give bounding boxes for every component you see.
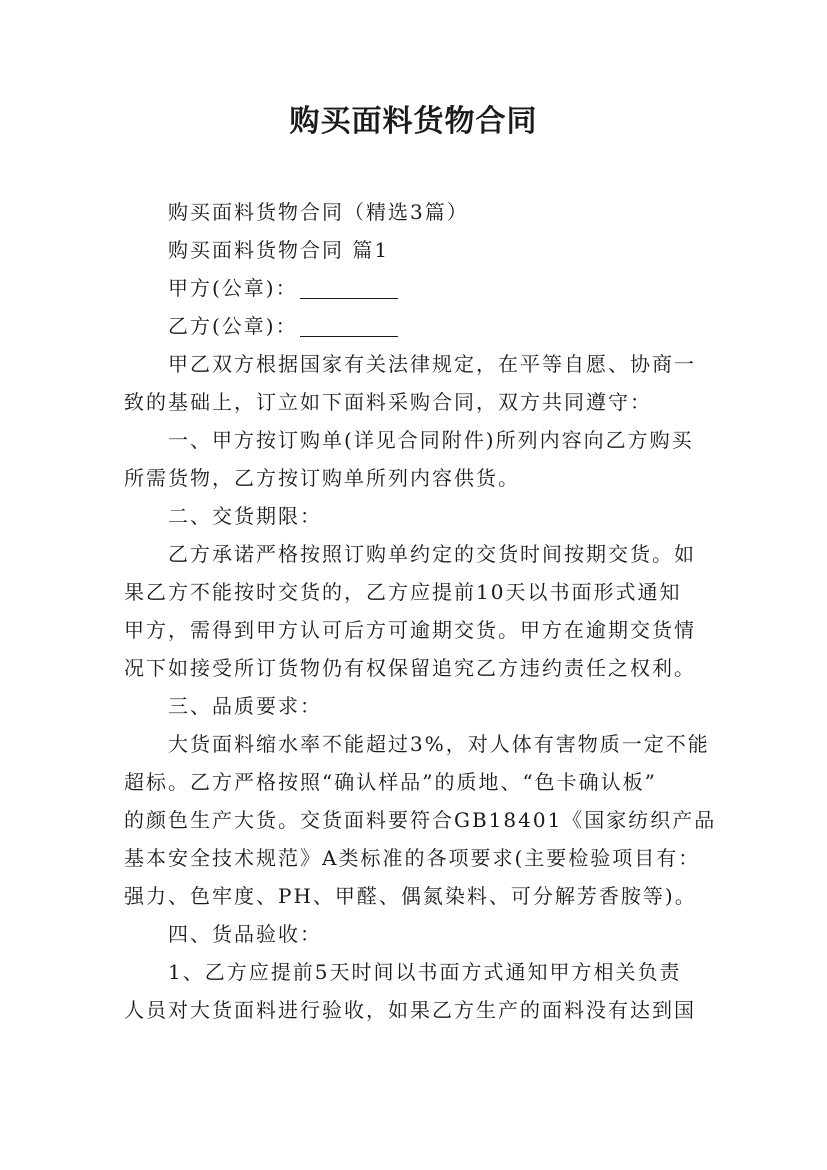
party-b-line — [124, 307, 709, 345]
paragraph-line: 基本安全技术规范》A类标准的各项要求(主要检验项目有： — [124, 846, 701, 870]
party-b-label: 乙方(公章)： — [168, 314, 298, 338]
section-heading-line: 购买面料货物合同 篇1 — [168, 238, 390, 262]
paragraph-line: 强力、色牢度、PH、甲醛、偶氮染料、可分解芳香胺等)。 — [124, 884, 697, 908]
paragraph-line: 超标。乙方严格按照“确认样品”的质地、“色卡确认板” — [124, 770, 657, 794]
party-a-signature-blank — [300, 274, 398, 299]
paragraph-line: 大货面料缩水率不能超过3%，对人体有害物质一定不能 — [168, 732, 710, 756]
clause-heading: 三、品质要求： — [168, 694, 322, 718]
paragraph-line: 甲乙双方根据国家有关法律规定，在平等自愿、协商一 — [168, 352, 696, 376]
paragraph-line: 人员对大货面料进行验收，如果乙方生产的面料没有达到国 — [124, 998, 696, 1022]
paragraph-line: 一、甲方按订购单(详见合同附件)所列内容向乙方购买 — [168, 428, 694, 452]
document-title: 购买面料货物合同 — [289, 104, 538, 139]
paragraph-line: 的颜色生产大货。交货面料要符合GB18401《国家纺织产品 — [124, 808, 717, 832]
paragraph-line: 所需货物，乙方按订购单所列内容供货。 — [124, 466, 520, 490]
clause-heading: 二、交货期限： — [168, 504, 322, 528]
paragraph-line: 乙方承诺严格按照订购单约定的交货时间按期交货。如 — [168, 542, 696, 566]
paragraph-line: 甲方，需得到甲方认可后方可逾期交货。甲方在逾期交货情 — [124, 618, 696, 642]
paragraph-line: 果乙方不能按时交货的，乙方应提前10天以书面形式通知 — [124, 580, 682, 604]
party-a-line — [124, 269, 709, 307]
party-a-label: 甲方(公章)： — [168, 276, 298, 300]
paragraph-line: 1、乙方应提前5天时间以书面方式通知甲方相关负责 — [168, 960, 682, 984]
party-b-signature-blank — [300, 312, 398, 337]
document-body — [124, 193, 717, 1029]
subtitle-line: 购买面料货物合同（精选3篇） — [168, 200, 469, 224]
clause-heading: 四、货品验收： — [168, 922, 322, 946]
paragraph-line: 况下如接受所订货物仍有权保留追究乙方违约责任之权利。 — [124, 656, 696, 680]
paragraph-line: 致的基础上，订立如下面料采购合同，双方共同遵守： — [124, 390, 652, 414]
